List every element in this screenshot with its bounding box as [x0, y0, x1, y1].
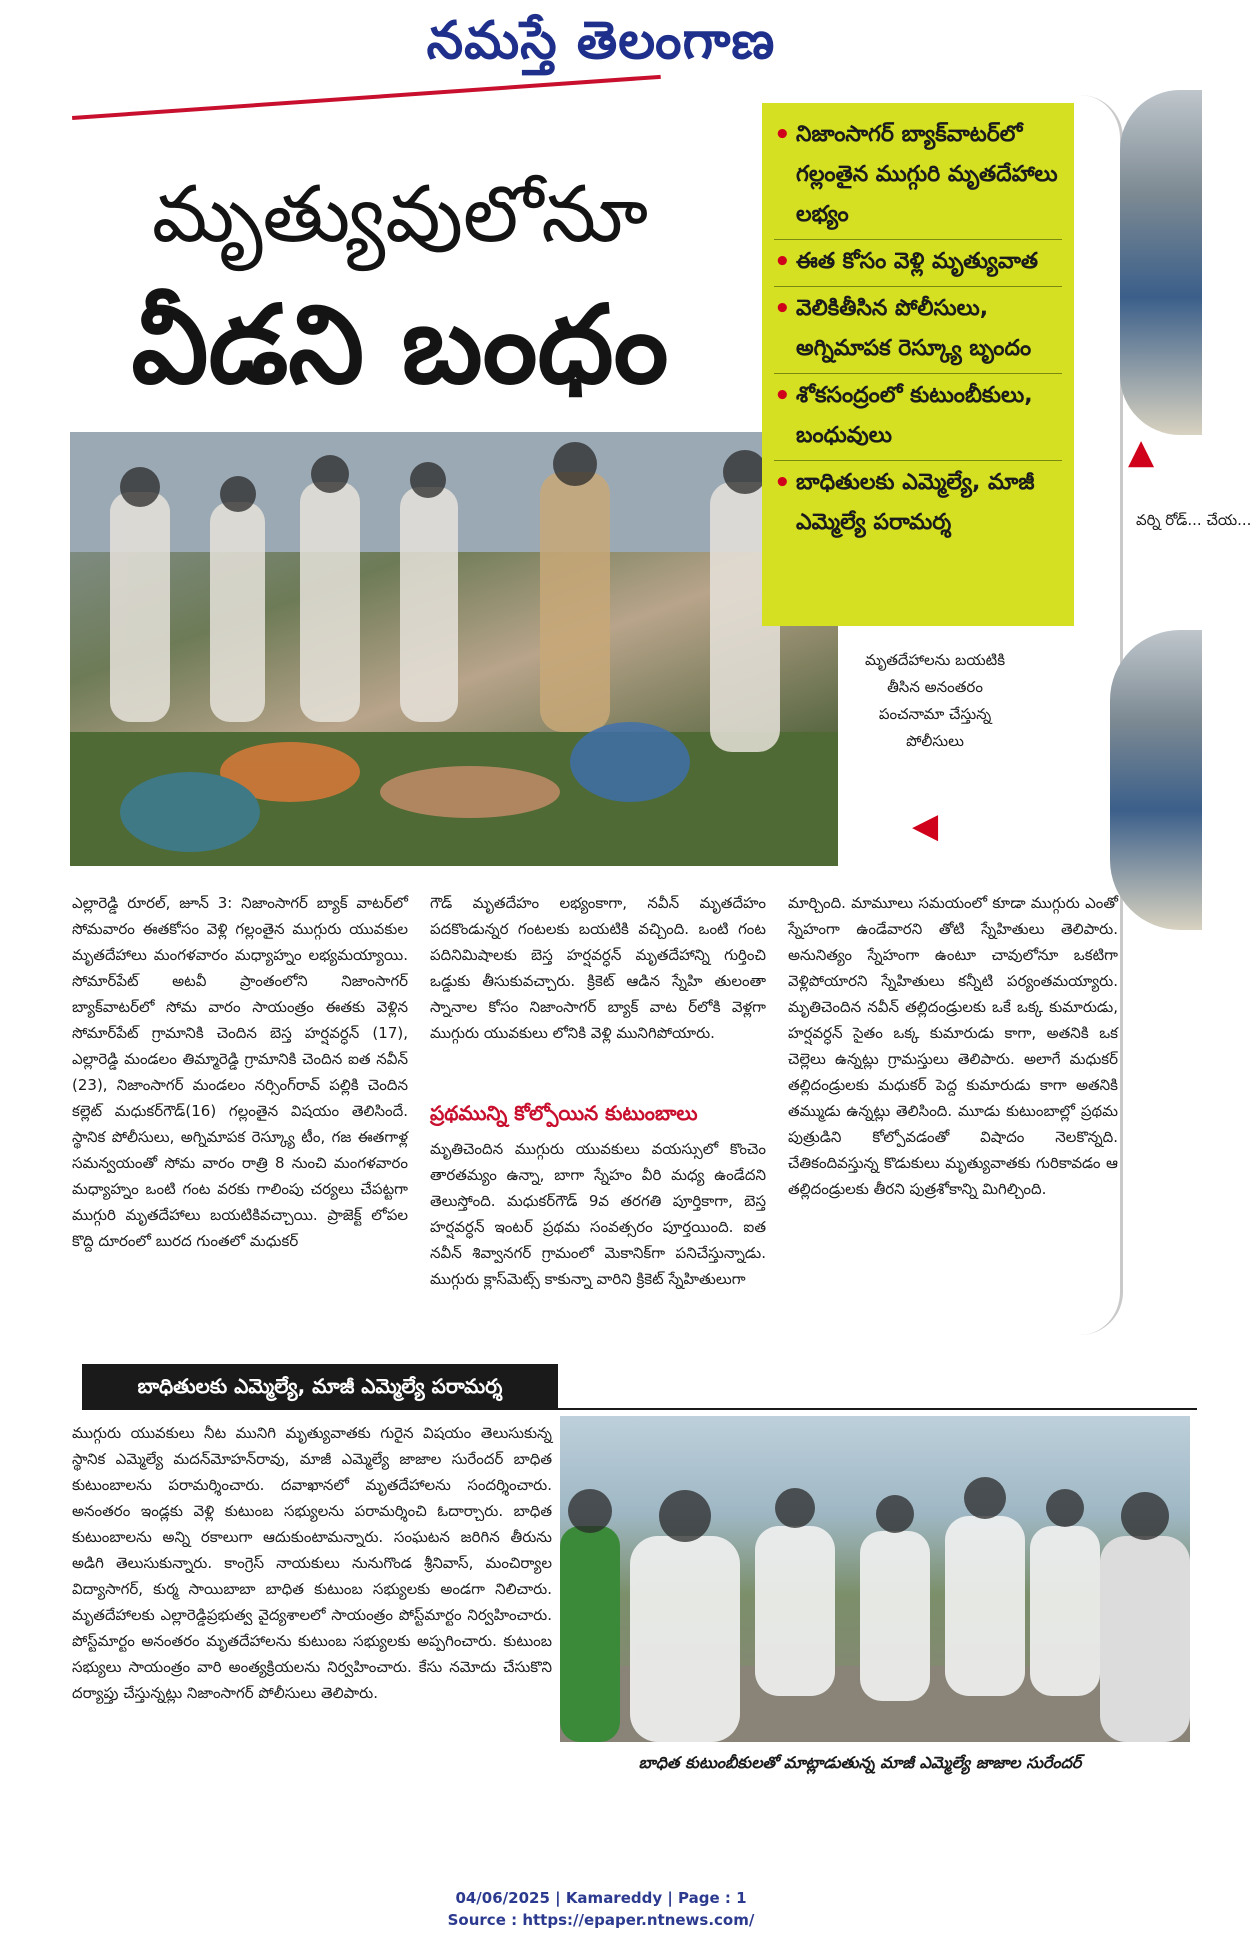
side-photo-top: [1120, 90, 1202, 435]
section2-photo-caption: బాధిత కుటుంబీకులతో మాట్లాడుతున్న మాజీ ఎమ్మెల్యే జాజాల సురేందర్: [638, 1753, 1082, 1772]
footer-date-line: 04/06/2025 | Kamareddy | Page : 1: [455, 1889, 747, 1907]
bullet-icon: •: [774, 294, 791, 324]
side-photo-bottom: [1110, 630, 1202, 930]
side-snippet: వర్ని రోడ్... చేయ...: [1136, 511, 1251, 529]
main-photo: [70, 432, 838, 866]
highlights-box: [762, 103, 1074, 626]
headline-line-1: మృత్యువులోనూ: [151, 170, 649, 260]
arrow-left-icon: ◀: [912, 806, 939, 846]
section2-photo: [560, 1416, 1190, 1742]
headline-rule: [72, 75, 661, 120]
bullet-icon: •: [774, 247, 791, 277]
section2-body: ముగ్గురు యువకులు నీట మునిగి మృత్యువాతకు గురైన విషయం తెలుసుకున్న స్థానిక ఎమ్మెల్యే మదన్‌మోహన్‌రావు, మాజీ ఎమ్మెల్యే జాజాల సురేందర్ బాధిత కుటుంబాలను పరామర్శించారు. దవాఖానలో మృతదేహాలను సందర్శించారు. అనంతరం ఇండ్లకు వెళ్లి కుటుంబ సభ్యులను పరామర్శించి ఓదార్చారు. బాధిత కుటుంబాలను అన్ని రకాలుగా ఆదుకుంటామన్నారు. సంఘటన జరిగిన తీరును అడిగి తెలుసుకున్నారు. కాంగ్రెస్ నాయకులు నునుగొండ శ్రీనివాస్, మంచిర్యాల విద్యాసాగర్, కుర్మ సాయిబాబా బాధిత కుటుంబ సభ్యులకు అండగా నిలిచారు. మృతదేహాలకు ఎల్లారెడ్డిప్రభుత్వ వైద్యశాలలో సాయంత్రం పోస్ట్‌మార్టం నిర్వహించారు. పోస్ట్‌మార్టం అనంతరం మృతదేహాలను కుటుంబ సభ్యులకు అప్పగించారు. కుటుంబ సభ్యులు సాయంత్రం వారి అంత్యక్రియలను నిర్వహించారు. కేసు నమోదు చేసుకొని దర్యాప్తు చేస్తున్నట్లు నిజాంసాగర్ పోలీసులు తెలిపారు.: [72, 1424, 552, 1702]
article-column-3: మార్చింది. మామూలు సమయంలో కూడా ముగ్గురు ఎంతో స్నేహంగా ఉండేవారని తోటి స్నేహితులు తెలిపారు. అనునిత్యం స్నేహంగా ఉంటూ చావులోనూ ఒకటిగా వెళ్లిపోయారని స్నేహితులు కన్నీటి పర్యంతమయ్యారు. మృతిచెందిన నవీన్ తల్లిదండ్రులకు ఒకే ఒక్క కుమారుడు, హర్షవర్ధన్ సైతం ఒక్క కుమారుడు కాగా, అతనికి ఒక చెల్లెలు ఉన్నట్లు గ్రామస్తులు తెలిపారు. అలాగే మధుకర్ తల్లిదండ్రులకు మధుకర్ పెద్ద కుమారుడు కాగా అతనికి తమ్ముడు ఉన్నట్లు తెలిసింది. మూడు కుటుంబాల్లో ప్రథమ పుత్రుడిని కోల్పోవడంతో విషాదం నెలకొన్నది. చేతికందివస్తున్న కొడుకులు మృత్యువాతకు గురికావడం ఆ తల్లిదండ్రులకు తీరని పుత్రశోకాన్ని మిగిల్చింది.: [788, 894, 1118, 1198]
arrow-up-icon: ▲: [1128, 432, 1155, 472]
bullet-icon: •: [774, 120, 791, 150]
section-subheading: ప్రథమున్ని కోల్పోయిన కుటుంబాలు: [430, 1101, 698, 1125]
bullet-icon: •: [774, 381, 791, 411]
article-column-1: ఎల్లారెడ్డి రూరల్, జూన్ 3: నిజాంసాగర్ బ్యాక్ వాటర్‌లో సోమవారం ఈతకోసం వెళ్లి గల్లంతైన ముగ్గురు యువకుల మృతదేహాలు మంగళవారం మధ్యాహ్నం లభ్యమయ్యాయి. సోమార్‌పేట్ అటవీ ప్రాంతంలోని నిజాంసాగర్ బ్యాక్‌వాటర్‌లో సోమ వారం సాయంత్రం ఈతకు వెళ్లిన సోమార్‌పేట్ గ్రామానికి చెందిన బెస్త హర్షవర్ధన్ (17), ఎల్లారెడ్డి మండలం తిమ్మారెడ్డి గ్రామానికి చెందిన ఐత నవీన్ (23), నిజాంసాగర్ మండలం నర్సింగ్‌రావ్ పల్లికి చెందిన కల్లెట్ మధుకర్‌గౌడ్(16) గల్లంతైన విషయం తెలిసిందే. స్థానిక పోలీసులు, అగ్నిమాపక రెస్క్యూ టీం, గజ ఈతగాళ్ల సమన్వయంతో సోమ వారం రాత్రి 8 నుంచి మంగళవారం మధ్యాహ్నం ఒంటి గంట వరకు గాలింపు చర్యలు చేపట్టగా ముగ్గురి మృతదేహాలు బయటికివచ్చాయి. ప్రాజెక్ట్ లోపల కొద్ది దూరంలో బురద గుంతలో మధుకర్: [72, 894, 408, 1250]
highlight-item: • ఈత కోసం వెళ్లి మృత్యువాత: [774, 240, 1062, 287]
photo-caption: మృతదేహాలను బయటికి తీసిన అనంతరం పంచనామా చేస్తున్న పోలీసులు: [864, 651, 1006, 750]
bullet-icon: •: [774, 468, 791, 498]
section-banner: బాధితులకు ఎమ్మెల్యే, మాజీ ఎమ్మెల్యే పరామర్శ: [82, 1364, 558, 1409]
banner-rule: [82, 1408, 1197, 1410]
crowd-illustration: [70, 432, 838, 866]
masthead-logo: నమస్తే తెలంగాణ: [426, 10, 776, 71]
headline-line-2: వీడని బంధం: [131, 282, 669, 408]
highlight-item: • బాధితులకు ఎమ్మెల్యే, మాజీ ఎమ్మెల్యే పరామర్శ: [774, 461, 1062, 547]
highlight-item: • శోకసంద్రంలో కుటుంబీకులు, బంధువులు: [774, 374, 1062, 461]
highlight-item: • నిజాంసాగర్ బ్యాక్‌వాటర్‌లో గల్లంతైన ముగ్గురి మృతదేహాలు లభ్యం: [774, 113, 1062, 240]
group-illustration: [560, 1416, 1190, 1742]
article-column-2-bottom: మృతిచెందిన ముగ్గురు యువకులు వయస్సులో కొంచెం తారతమ్యం ఉన్నా, బాగా స్నేహం వీరి మధ్య ఉండేదని తెలుస్తోంది. మధుకర్‌గౌడ్ 9వ తరగతి పూర్తికాగా, బెస్త హర్షవర్ధన్ ఇంటర్ ప్రథమ సంవత్సరం పూర్తయింది. ఐత నవీన్ శివ్వానగర్ గ్రామంలో మెకానిక్‌గా పనిచేస్తున్నాడు. ముగ్గురు క్లాస్‌మెట్స్ కాకున్నా వారిని క్రికెట్ స్నేహితులుగా: [430, 1140, 766, 1288]
footer-source-line: Source : https://epaper.ntnews.com/: [447, 1911, 755, 1929]
highlight-item: • వెలికితీసిన పోలీసులు, అగ్నిమాపక రెస్క్యూ బృందం: [774, 287, 1062, 374]
article-column-2-top: గౌడ్ మృతదేహం లభ్యంకాగా, నవీన్ మృతదేహం పదకొండున్నర గంటలకు బయటికి వచ్చింది. ఒంటి గంట పదినిమిషాలకు బెస్త హర్షవర్ధన్ మృతదేహాన్ని గుర్తించి ఒడ్డుకు తీసుకువచ్చారు. క్రికెట్ ఆడిన స్నేహి తులంతా స్నానాల కోసం నిజాంసాగర్ బ్యాక్ వాట ర్‌లోకి వెళ్లగా ముగ్గురు యువకులు లోనికి వెళ్లి మునిగిపోయారు.: [430, 894, 766, 1042]
